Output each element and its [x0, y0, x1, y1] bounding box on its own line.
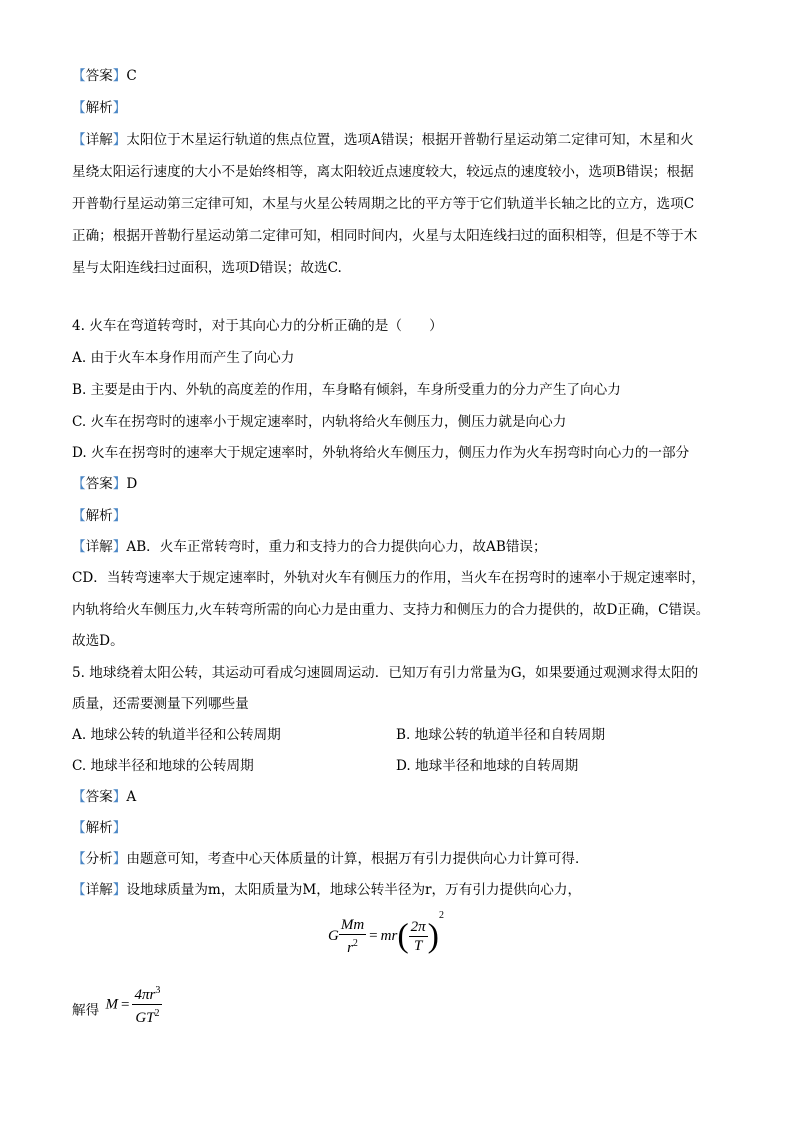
q5-stem-line-2: 质量，还需要测量下列哪些量: [72, 696, 249, 712]
detail-tag: 详解: [85, 882, 113, 898]
answer-value: C: [126, 68, 137, 84]
q5-options-row-2: [72, 756, 720, 776]
q4-stem: 4. 火车在弯道转弯时，对于其向心力的分析正确的是（ ）: [72, 318, 443, 334]
q5-option-d: D. 地球半径和地球的自转周期: [396, 758, 579, 774]
q5-options-row-1: [72, 725, 720, 745]
q5-fenxi-line: 【分析】由题意可知，考查中心天体质量的计算，根据万有引力提供向心力计算可得．: [72, 851, 589, 867]
answer-tag: 答案: [85, 68, 113, 84]
q4-detail-line-2: CD．当转弯速率大于规定速率时，外轨对火车有侧压力的作用，当火车在拐弯时的速率小于规定速率时，: [72, 570, 706, 586]
q5-option-a: A. 地球公转的轨道半径和公转周期: [72, 727, 281, 743]
q4-detail-line-4: 故选D。: [72, 633, 124, 649]
mass-formula: M = $\frac{4\pi r^3}{GT^2}$: [106, 996, 163, 1012]
analysis-tag: 解析: [85, 508, 113, 524]
q3-detail-line-2: 星绕太阳运行速度的大小不是始终相等，离太阳较近点速度较大，较远点的速度较小，选项B错误；根据: [72, 164, 694, 180]
q4-option-d: D. 火车在拐弯时的速率大于规定速率时，外轨将给火车侧压力，侧压力作为火车拐弯时向心力的一部分: [72, 445, 690, 461]
q5-detail-line: 【详解】设地球质量为m，太阳质量为M，地球公转半径为r，万有引力提供向心力，: [72, 882, 582, 898]
q4-option-b: B. 主要是由于内、外轨的高度差的作用，车身略有倾斜，车身所受重力的分力产生了向心力: [72, 382, 621, 398]
fraction-mm-r2: $\frac{Mm}{r^2}$: [340, 917, 365, 957]
answer-tag: 答案: [85, 789, 113, 805]
fraction-2pi-t: $\frac{2\pi}{T}$: [410, 919, 426, 955]
gravitation-formula: G $\frac{Mm}{r^2}$ = mr( $\frac{2\pi}{T}$ )$^2$: [328, 910, 444, 957]
detail-tag: 详解: [85, 132, 113, 148]
q3-detail-line-4: 正确；根据开普勒行星运动第二定律可知，相同时间内，火星与太阳连线扫过的面积相等，但是不等于木: [72, 228, 698, 244]
q3-analysis-line: 【解析】: [72, 100, 127, 116]
q4-answer-line: 【答案】D: [72, 476, 138, 492]
q4-detail-line-3: 内轨将给火车侧压力,火车转弯所需的向心力是由重力、支持力和侧压力的合力提供的，故D正确，C错误。: [72, 602, 710, 618]
q3-answer-line: 【答案】C: [72, 68, 137, 84]
answer-value: A: [126, 789, 137, 805]
detail-tag: 详解: [85, 539, 113, 555]
q4-option-a: A. 由于火车本身作用而产生了向心力: [72, 350, 295, 366]
analysis-tag: 解析: [85, 820, 113, 836]
fraction-4pir3-gt2: $\frac{4\pi r^3}{GT^2}$: [132, 982, 162, 1027]
q5-analysis-line: 【解析】: [72, 820, 127, 836]
q5-stem-line-1: 5. 地球绕着太阳公转，其运动可看成匀速圆周运动．已知万有引力常量为G，如果要通过观测求得太阳的: [72, 665, 699, 681]
answer-tag: 答案: [85, 476, 113, 492]
q3-detail-line-3: 开普勒行星运动第三定律可知，木星与火星公转周期之比的平方等于它们轨道半长轴之比的立方，选项C: [72, 196, 695, 212]
q3-detail-line-5: 星与太阳连线扫过面积，选项D错误；故选C.: [72, 260, 342, 276]
q4-detail-line-1: 【详解】AB．火车正常转弯时，重力和支持力的合力提供向心力，故AB错误；: [72, 539, 547, 555]
q3-detail-line-1: 【详解】太阳位于木星运行轨道的焦点位置，选项A错误；根据开普勒行星运动第二定律可知，木星和火: [72, 132, 694, 148]
q5-answer-line: 【答案】A: [72, 789, 137, 805]
q4-analysis-line: 【解析】: [72, 508, 127, 524]
analysis-tag: 解析: [85, 100, 113, 116]
q5-option-c: C. 地球半径和地球的公转周期: [72, 758, 254, 774]
q4-option-c: C. 火车在拐弯时的速率小于规定速率时，内轨将给火车侧压力，侧压力就是向心力: [72, 414, 567, 430]
answer-value: D: [126, 476, 138, 492]
q5-result-line: 解得 M = $\frac{4\pi r^3}{GT^2}$: [72, 988, 720, 1033]
q5-option-b: B. 地球公转的轨道半径和自转周期: [396, 727, 605, 743]
fenxi-tag: 分析: [85, 851, 113, 867]
